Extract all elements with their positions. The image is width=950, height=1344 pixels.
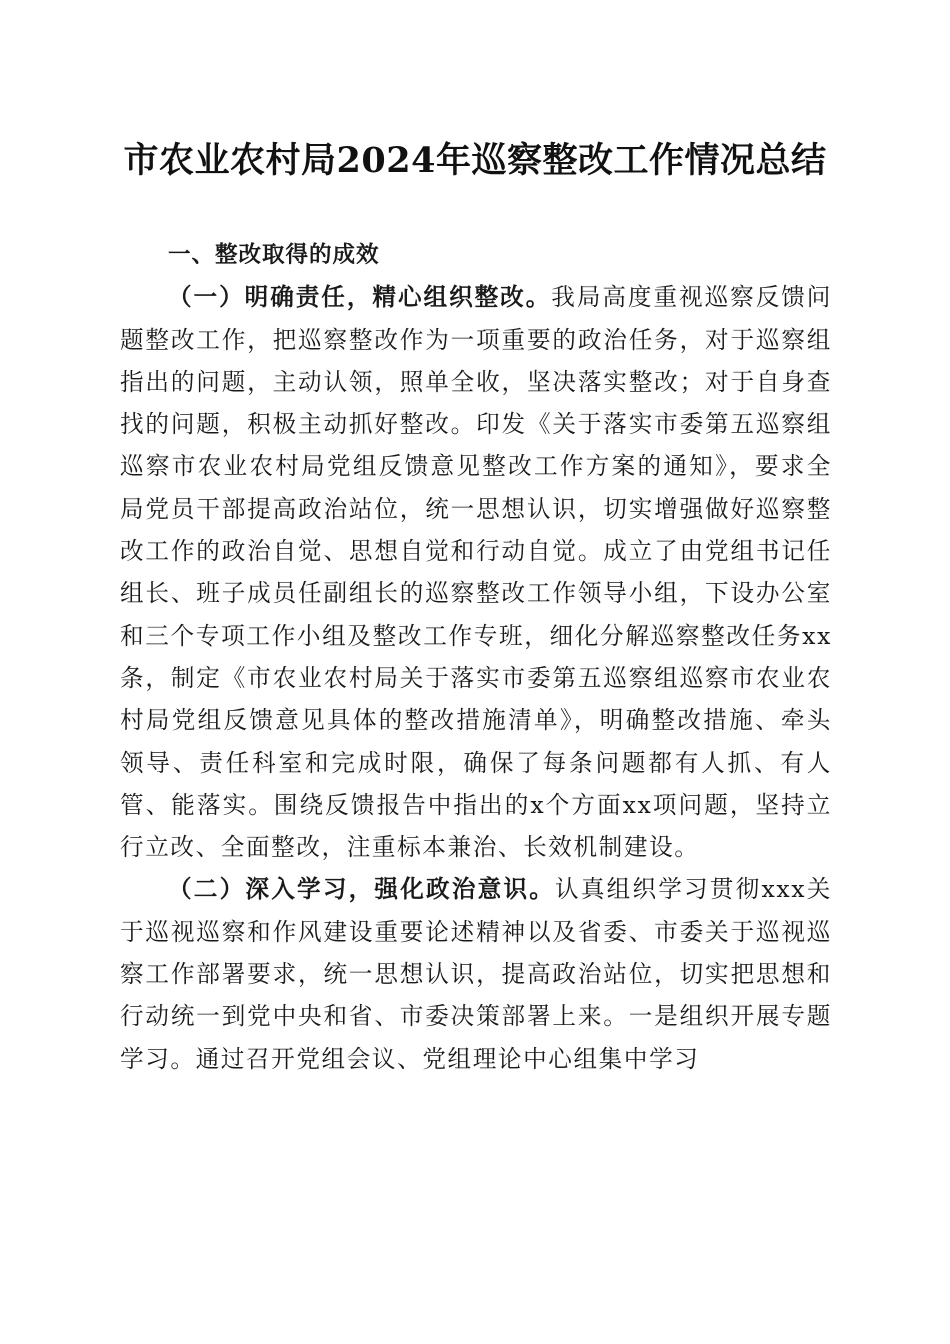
paragraph-1 [120, 276, 832, 868]
paragraph-1-lead: （一）明确责任，精心组织整改。 [168, 283, 552, 312]
section-heading: 一、整改取得的成效 [168, 242, 380, 268]
document-title: 市农业农村局2024年巡察整改工作情况总结 [123, 140, 827, 181]
document-body [120, 234, 832, 1080]
paragraph-2-body: 认真组织学习贯彻xxx关于巡视巡察和作风建设重要论述精神以及省委、市委关于巡视巡察工作部署要求，统一思想认识，提高政治站位，切实把思想和行动统一到党中央和省、市委决策部署上来。一是组织开展专题学习。通过召开党组会议、党组理论中心组集中学习 [120, 875, 832, 1073]
paragraph-1-body: 我局高度重视巡察反馈问题整改工作，把巡察整改作为一项重要的政治任务，对于巡察组指出的问题，主动认领，照单全收，坚决落实整改；对于自身查找的问题，积极主动抓好整改。印发《关于落实市委第五巡察组巡察市农业农村局党组反馈意见整改工作方案的通知》，要求全局党员干部提高政治站位，统一思想认识，切实增强做好巡察整改工作的政治自觉、思想自觉和行动自觉。成立了由党组书记任组长、班子成员任副组长的巡察整改工作领导小组，下设办公室和三个专项工作小组及整改工作专班，细化分解巡察整改任务xx条，制定《市农业农村局关于落实市委第五巡察组巡察市农业农村局党组反馈意见具体的整改措施清单》，明确整改措施、牵头领导、责任科室和完成时限，确保了每条问题都有人抓、有人管、能落实。围绕反馈报告中指出的x个方面xx项问题，坚持立行立改、全面整改，注重标本兼治、长效机制建设。 [120, 283, 832, 862]
paragraph-2 [120, 868, 832, 1079]
paragraph-2-lead: （二）深入学习，强化政治意识。 [168, 875, 556, 904]
